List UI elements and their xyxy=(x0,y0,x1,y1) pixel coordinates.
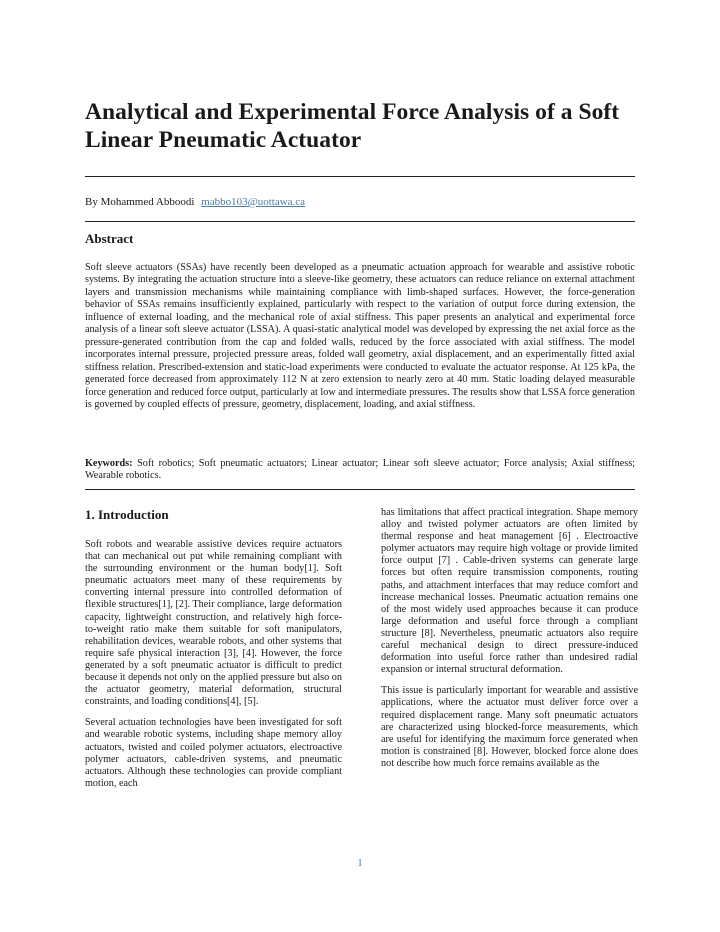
intro-paragraph: has limitations that affect practical integration. Shape memory alloy and twisted polymer actuators are often limited by thermal response and heat management [6] . Electroactive polymer actuators may require high voltage or provide limited force output [7] . Cable-driven systems can generate large forces but often require transmission components, routing paths, and attachment interfaces that may reduce comfort and increase mechanical losses. Pneumatic actuation remains one of the most widely used approaches because it can produce large deformation and useful force through a compliant structure [8]. Nevertheless, pneumatic actuators also require careful mechanical design to direct pressure-induced deformation into useful force rather than undesired radial expansion or internal structural deformation. xyxy=(381,507,638,676)
author-byline xyxy=(85,195,305,209)
author-name: By Mohammed Abboodi xyxy=(85,196,195,208)
page-number: 1 xyxy=(357,857,363,869)
right-column xyxy=(381,507,638,779)
paper-title: Analytical and Experimental Force Analysis of a Soft Linear Pneumatic Actuator xyxy=(85,99,620,153)
byline-divider xyxy=(85,221,635,222)
title-divider xyxy=(85,176,635,177)
keywords-text: Soft robotics; Soft pneumatic actuators; Linear actuator; Linear soft sleeve actuator; Force analysis; Axial stiffness; Wearable robotics. xyxy=(85,458,636,482)
left-column xyxy=(85,507,342,799)
abstract-text: Soft sleeve actuators (SSAs) have recently been developed as a pneumatic actuation approach for wearable and assistive robotic systems. By integrating the actuation structure into a sleeve-like geometry, these actuators can reduce reliance on external attachment layers and transmission mechanisms while maintaining compliance with limb-shaped surfaces. However, the force-generation behavior of SSAs remains insufficiently explained, particularly with respect to the variation of output force during extension, the influence of external loading, and the mechanical role of axial stiffness. This paper presents an analytical and experimental force analysis of a linear soft sleeve actuator (LSSA). A quasi-static analytical model was developed by expressing the net axial force as the pressure-generated contribution from the cap and folded walls, reduced by the force associated with axial stiffness. The model incorporates internal pressure, projected pressure areas, folded wall geometry, axial displacement, and an experimentally fitted axial stiffness relation. Prescribed-extension and static-load experiments were conducted to evaluate the actuator response. At 125 kPa, the generated force decreased from approximately 112 N at zero extension to nearly zero at 40 mm. Static loading delayed measurable force generation and reduced force output, particularly at low and intermediate pressures. The results show that LSSA force generation is governed by coupled effects of pressure, geometry, displacement, loading, and axial stiffness. xyxy=(85,262,635,410)
keywords-label: Keywords: xyxy=(85,458,133,469)
introduction-heading: 1. Introduction xyxy=(85,507,169,522)
abstract-divider xyxy=(85,489,635,490)
abstract-heading: Abstract xyxy=(85,231,134,246)
keywords xyxy=(85,458,635,483)
author-email-link[interactable]: mabbo103@uottawa.ca xyxy=(201,196,306,208)
intro-paragraph: Soft robots and wearable assistive devices require actuators that can mechanical out put while remaining compliant with the surrounding environment or the human body[1]. Soft pneumatic actuators meet many of these requirements by converting internal pressure into controlled deformation of flexible structures[1], [2]. Their compliance, large deformation capacity, lightweight construction, and relatively high force-to-weight ratio make them suitable for soft manipulators, rehabilitation devices, wearable robots, and other systems that require safe physical interaction [3], [4]. However, the force generated by a soft pneumatic actuator is difficult to predict because it depends not only on the applied pressure but also on the actuator geometry, material deformation, structural constraints, and loading conditions[4], [5]. xyxy=(85,539,342,708)
intro-paragraph: This issue is particularly important for wearable and assistive applications, where the actuator must deliver force over a required displacement range. Many soft pneumatic actuators are characterized using blocked-force measurements, which are useful for identifying the maximum force generated when motion is constrained [8]. However, blocked force alone does not describe how much force remains available as the xyxy=(381,685,638,769)
intro-paragraph: Several actuation technologies have been investigated for soft and wearable robotic systems, including shape memory alloy actuators, twisted and coiled polymer actuators, electroactive polymer actuators, cable-driven systems, and pneumatic actuators. Although these technologies can provide compliant motion, each xyxy=(85,717,342,789)
